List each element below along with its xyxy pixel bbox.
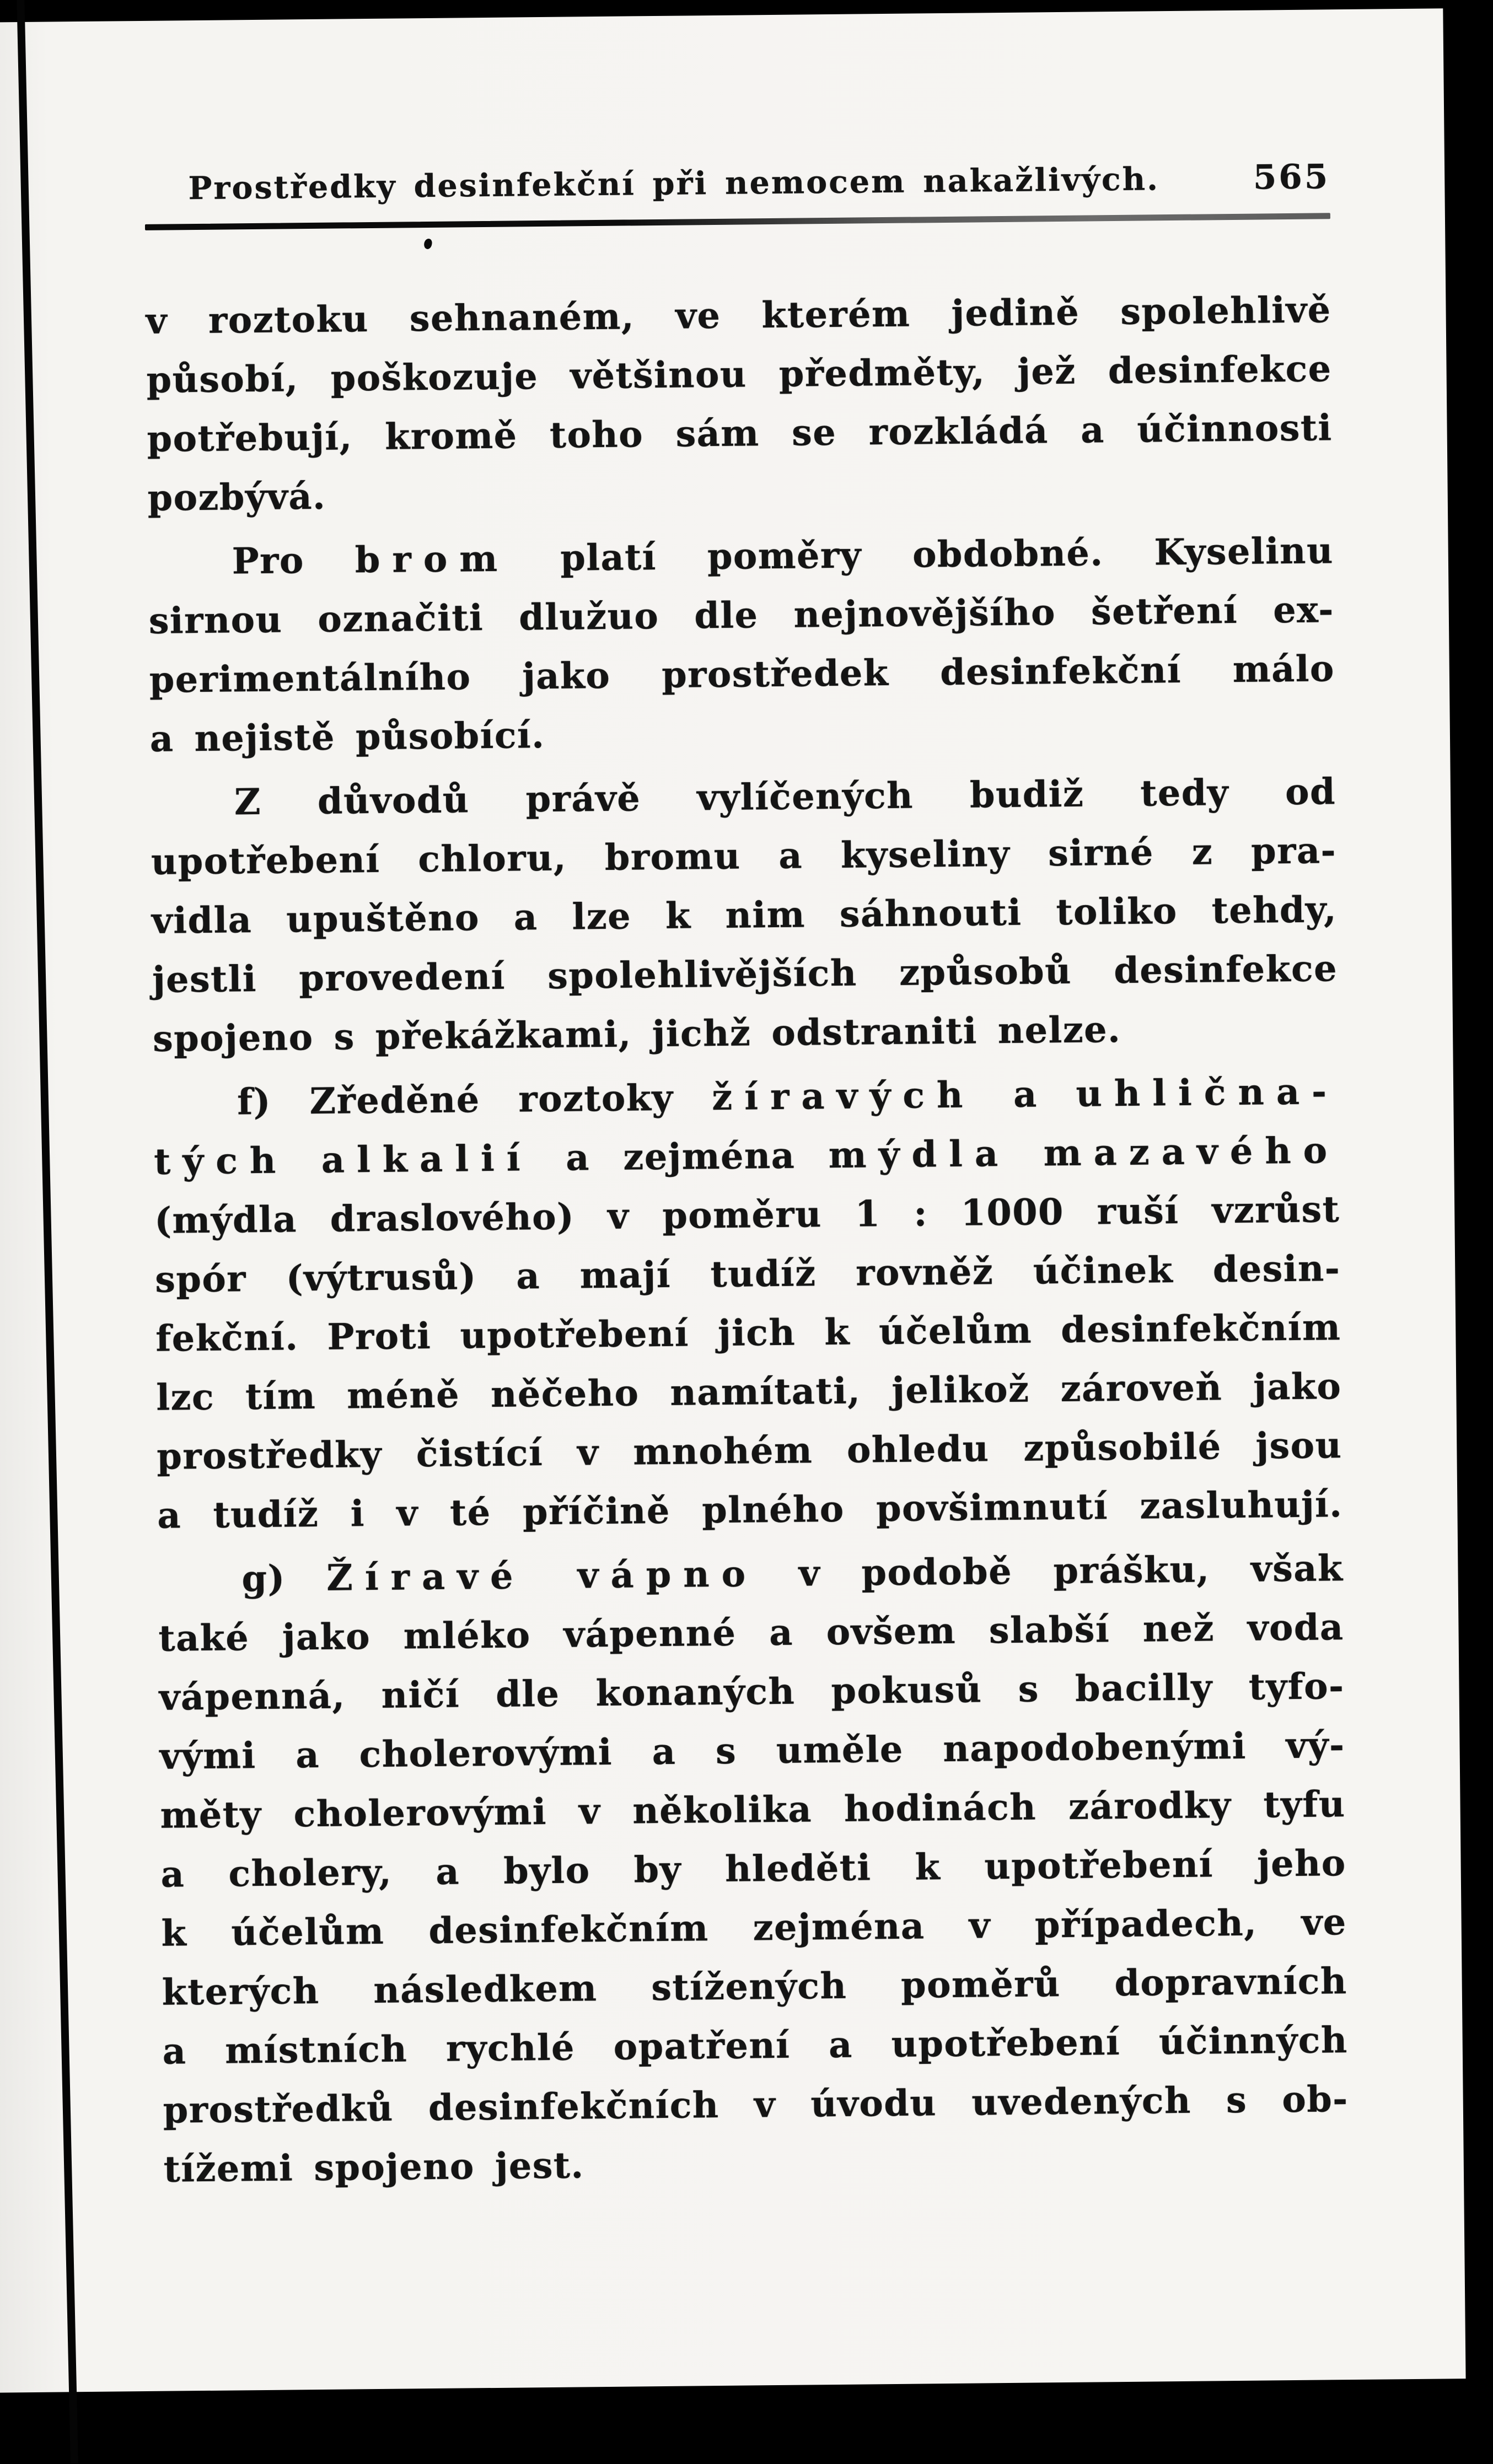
text-run: (mýdla draslového) v poměru 1 : 1000 ruší vzrůst bbox=[154, 1188, 1340, 1242]
letterspaced-emphasis-text: brom bbox=[355, 537, 510, 582]
paragraph bbox=[153, 1062, 1343, 1546]
text-line bbox=[152, 880, 1338, 951]
body-text bbox=[146, 281, 1349, 2199]
letterspaced-emphasis-text: Žíravé vápno bbox=[326, 1553, 758, 1599]
text-line bbox=[162, 2011, 1348, 2081]
text-run bbox=[288, 1139, 321, 1182]
text-run: v roztoku sehnaném, ve kterém jedině spolehlivě bbox=[146, 289, 1331, 342]
text-run: tížemi spojeno jest. bbox=[163, 2144, 584, 2191]
book-page bbox=[0, 8, 1466, 2392]
text-run: působí, poškozuje většinou předměty, jež desinfekce bbox=[146, 348, 1332, 401]
paragraph bbox=[158, 1539, 1349, 2199]
text-run: a tudíž i v té příčině plného povšimnutí zasluhují. bbox=[157, 1483, 1343, 1537]
text-run: fekční. Proti upotřebení jich k účelům desinfekčním bbox=[155, 1306, 1341, 1360]
text-line bbox=[158, 1598, 1344, 1669]
text-run: kterých následkem stížených poměrů dopravních bbox=[162, 1960, 1348, 2014]
text-run: potřebují, kromě toho sám se rozkládá a účinnosti bbox=[147, 407, 1333, 460]
text-line bbox=[155, 1239, 1341, 1310]
text-line bbox=[155, 1298, 1341, 1369]
text-run: Pro bbox=[232, 539, 356, 583]
text-run: platí poměry obdobné. Kyselinu bbox=[509, 530, 1334, 580]
text-line bbox=[149, 698, 1335, 769]
header-rule bbox=[145, 213, 1330, 230]
running-header bbox=[144, 157, 1330, 208]
letterspaced-emphasis-text: žíravých bbox=[711, 1074, 975, 1119]
text-line bbox=[152, 939, 1338, 1010]
text-line bbox=[147, 458, 1333, 528]
running-header-title: Prostředky desinfekční při nemocem nakažlivých. bbox=[188, 160, 1160, 207]
paragraph bbox=[146, 281, 1333, 528]
paragraph bbox=[148, 521, 1335, 769]
text-line bbox=[153, 1062, 1339, 1133]
letterspaced-emphasis-text: uhlična- bbox=[1076, 1070, 1339, 1115]
text-run: pozbývá. bbox=[147, 475, 326, 519]
letterspaced-emphasis-text: mýdla bbox=[828, 1132, 1011, 1177]
text-run: prostředky čistící v mnohém ohledu způsobilé jsou bbox=[157, 1424, 1342, 1478]
text-run: jestli provedení spolehlivějších způsobů desinfekce bbox=[152, 948, 1338, 1001]
text-line bbox=[146, 340, 1332, 410]
text-run: vidla upuštěno a lze k nim sáhnouti toliko tehdy, bbox=[151, 889, 1338, 942]
text-line bbox=[151, 821, 1337, 892]
text-run: v podobě prášku, však bbox=[757, 1547, 1344, 1595]
text-line bbox=[147, 399, 1333, 469]
text-line bbox=[146, 281, 1331, 351]
page-content bbox=[144, 157, 1349, 2204]
text-line bbox=[157, 1475, 1343, 1546]
text-line bbox=[153, 998, 1339, 1069]
text-line bbox=[158, 1539, 1344, 1610]
text-line bbox=[161, 1893, 1347, 1963]
text-line bbox=[163, 2129, 1349, 2199]
text-line bbox=[149, 639, 1335, 710]
text-run: a cholery, a bylo by hleděti k upotřebení jeho bbox=[160, 1842, 1346, 1896]
text-run: také jako mléko vápenné a ovšem slabší než voda bbox=[158, 1606, 1344, 1660]
text-line bbox=[157, 1416, 1342, 1487]
page-number: 565 bbox=[1253, 157, 1330, 197]
text-run: spór (výtrusů) a mají tudíž rovněž účinek desin- bbox=[154, 1247, 1341, 1301]
text-line bbox=[151, 762, 1336, 833]
text-run: sirnou označiti dlužuo dle nejnovějšího šetření ex- bbox=[148, 589, 1335, 642]
text-line bbox=[163, 2070, 1349, 2140]
text-line bbox=[154, 1121, 1340, 1192]
text-run: upotřebení chloru, bromu a kyseliny sirné z pra- bbox=[151, 830, 1337, 883]
text-line bbox=[159, 1716, 1345, 1787]
text-run: vými a cholerovými a s uměle napodobenými vý- bbox=[159, 1724, 1345, 1778]
text-line bbox=[154, 1180, 1340, 1251]
text-run: a bbox=[975, 1073, 1076, 1116]
text-line bbox=[148, 580, 1334, 651]
text-run: a nejistě působící. bbox=[149, 714, 545, 760]
letterspaced-emphasis-text: alkalií bbox=[321, 1137, 533, 1181]
text-run: měty cholerovými v několika hodinách zárodky tyfu bbox=[160, 1783, 1346, 1837]
text-line bbox=[159, 1657, 1345, 1728]
text-run: vápenná, ničí dle konaných pokusů s bacilly tyfo- bbox=[159, 1665, 1345, 1719]
text-run bbox=[1010, 1132, 1044, 1175]
text-line bbox=[160, 1775, 1346, 1846]
text-line bbox=[160, 1834, 1346, 1905]
page-binding-edge-line bbox=[17, 0, 78, 2463]
text-run: lzc tím méně něčeho namítati, jelikož zároveň jako bbox=[156, 1365, 1342, 1419]
text-run: a zejména bbox=[532, 1134, 829, 1180]
text-run: Z důvodů právě vylíčených budiž tedy od bbox=[234, 771, 1336, 824]
letterspaced-emphasis-text: mazavého bbox=[1043, 1129, 1340, 1175]
text-run: spojeno s překážkami, jichž odstraniti nelze. bbox=[152, 1008, 1121, 1060]
text-run: a místních rychlé opatření a upotřebení účinných bbox=[162, 2019, 1349, 2073]
text-line bbox=[162, 1952, 1347, 2022]
paragraph bbox=[151, 762, 1339, 1069]
text-run: k účelům desinfekčním zejména v případech, ve bbox=[161, 1901, 1347, 1955]
text-run: prostředků desinfekčních v úvodu uvedených s ob- bbox=[163, 2078, 1349, 2132]
text-line bbox=[148, 521, 1334, 592]
text-run: f) Zředěné roztoky bbox=[237, 1077, 712, 1123]
text-run: g) bbox=[241, 1557, 327, 1600]
text-line bbox=[156, 1357, 1342, 1428]
letterspaced-emphasis-text: tých bbox=[153, 1139, 288, 1183]
text-run: perimentálního jako prostředek desinfekční málo bbox=[149, 648, 1335, 701]
